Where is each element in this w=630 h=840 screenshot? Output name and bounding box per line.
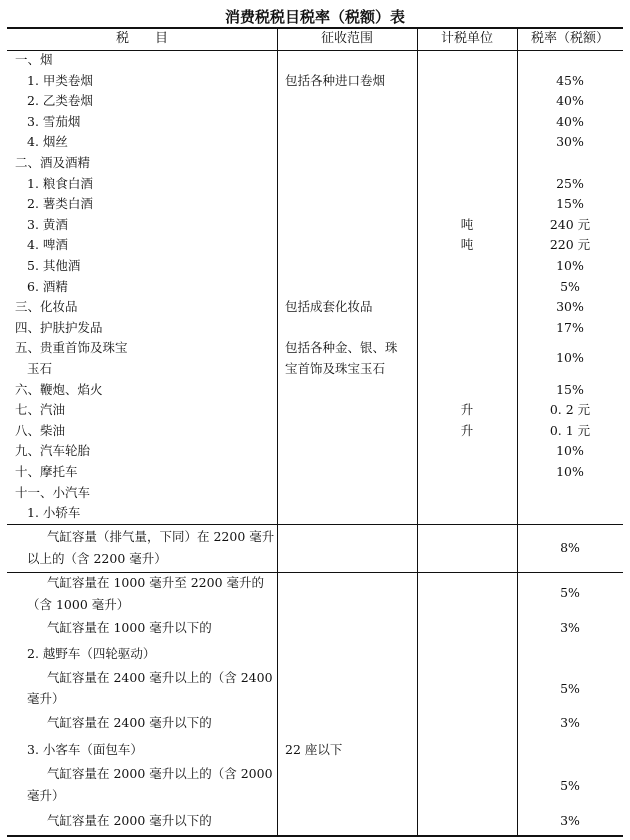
- rate-cell: 15%: [556, 382, 584, 397]
- rate-cell: 220 元: [549, 237, 591, 252]
- rate-cell: 5%: [560, 681, 580, 696]
- tax-item-cell: 气缸容量在 2400 毫升以下的: [47, 715, 212, 730]
- scope-cell: 包括各种进口卷烟: [285, 73, 386, 88]
- tax-item-cell: 三、化妆品: [15, 299, 78, 314]
- unit-cell: 升: [460, 423, 474, 438]
- rate-cell: 30%: [556, 299, 584, 314]
- tax-item-cell: 5. 其他酒: [27, 258, 81, 273]
- rate-cell: 25%: [556, 176, 584, 191]
- tax-item-cell: 以上的（含 2200 毫升）: [27, 551, 167, 566]
- scope-cell: 包括成套化妆品: [285, 299, 373, 314]
- header-unit: 计税单位: [440, 31, 493, 46]
- rate-cell: 15%: [556, 196, 584, 211]
- rate-cell: 5%: [560, 778, 580, 793]
- tax-item-cell: 1. 粮食白酒: [27, 176, 93, 191]
- rate-cell: 0. 2 元: [549, 402, 591, 417]
- tax-item-cell: 六、鞭炮、焰火: [15, 382, 103, 397]
- tax-item-cell: 2. 越野车（四轮驱动）: [27, 646, 156, 661]
- tax-item-cell: 1. 小轿车: [27, 505, 81, 520]
- rate-cell: 8%: [560, 540, 580, 555]
- rate-cell: 30%: [556, 134, 584, 149]
- tax-item-cell: （含 1000 毫升）: [27, 597, 130, 612]
- scope-cell: 宝首饰及珠宝玉石: [285, 361, 386, 376]
- header-item: 税 目: [115, 31, 168, 46]
- rate-cell: 40%: [556, 93, 584, 108]
- rate-cell: 5%: [560, 279, 580, 294]
- tax-item-cell: 气缸容量在 2000 毫升以下的: [47, 813, 212, 828]
- rate-cell: 5%: [560, 585, 580, 600]
- header-rate: 税率（税额）: [530, 31, 609, 46]
- tax-item-cell: 毫升）: [27, 788, 65, 803]
- rate-cell: 10%: [556, 464, 584, 479]
- tax-item-cell: 4. 烟丝: [27, 134, 68, 149]
- table-bottom-rule: [7, 835, 623, 837]
- tax-item-cell: 九、汽车轮胎: [15, 443, 91, 458]
- tax-item-cell: 毫升）: [27, 691, 65, 706]
- tax-item-cell: 五、贵重首饰及珠宝: [15, 340, 128, 355]
- rate-cell: 240 元: [549, 217, 591, 232]
- rate-cell: 3%: [560, 813, 580, 828]
- tax-item-cell: 3. 小客车（面包车）: [27, 742, 143, 757]
- tax-item-cell: 二、酒及酒精: [15, 155, 91, 170]
- unit-cell: 吨: [460, 217, 474, 232]
- tax-item-cell: 2. 乙类卷烟: [27, 93, 93, 108]
- tax-item-cell: 一、烟: [15, 52, 53, 67]
- tax-item-cell: 气缸容量（排气量，下同）在 2200 毫升: [47, 529, 275, 544]
- rate-cell: 0. 1 元: [549, 423, 591, 438]
- col-divider: [277, 27, 278, 837]
- rate-cell: 45%: [556, 73, 584, 88]
- tax-item-cell: 气缸容量在 2000 毫升以上的（含 2000: [47, 766, 273, 781]
- tax-item-cell: 6. 酒精: [27, 279, 68, 294]
- tax-item-cell: 十一、小汽车: [15, 485, 91, 500]
- rate-cell: 10%: [556, 350, 584, 365]
- rate-cell: 3%: [560, 620, 580, 635]
- tax-item-cell: 八、柴油: [15, 423, 66, 438]
- tax-item-cell: 玉石: [27, 361, 53, 376]
- tax-item-cell: 气缸容量在 2400 毫升以上的（含 2400: [47, 670, 273, 685]
- tax-item-cell: 3. 雪茄烟: [27, 114, 81, 129]
- rate-cell: 10%: [556, 258, 584, 273]
- tax-item-cell: 2. 薯类白酒: [27, 196, 93, 211]
- unit-cell: 升: [460, 402, 474, 417]
- table-title: 消费税税目税率（税额）表: [224, 8, 405, 26]
- rate-cell: 17%: [556, 320, 584, 335]
- header-scope: 征收范围: [320, 31, 373, 46]
- rate-cell: 3%: [560, 715, 580, 730]
- tax-item-cell: 4. 啤酒: [27, 237, 68, 252]
- row-divider: [7, 524, 623, 525]
- unit-cell: 吨: [460, 237, 474, 252]
- rate-cell: 10%: [556, 443, 584, 458]
- tax-item-cell: 气缸容量在 1000 毫升以下的: [47, 620, 212, 635]
- row-divider: [7, 572, 623, 573]
- header-bottom-rule: [7, 50, 623, 51]
- tax-item-cell: 四、护肤护发品: [15, 320, 103, 335]
- tax-rate-table: [7, 27, 623, 837]
- tax-item-cell: 1. 甲类卷烟: [27, 73, 93, 88]
- scope-cell: 22 座以下: [285, 742, 343, 757]
- tax-item-cell: 3. 黄酒: [27, 217, 68, 232]
- tax-item-cell: 气缸容量在 1000 毫升至 2200 毫升的: [47, 575, 265, 590]
- tax-item-cell: 十、摩托车: [15, 464, 78, 479]
- tax-item-cell: 七、汽油: [15, 402, 66, 417]
- scope-cell: 包括各种金、银、珠: [285, 340, 398, 355]
- rate-cell: 40%: [556, 114, 584, 129]
